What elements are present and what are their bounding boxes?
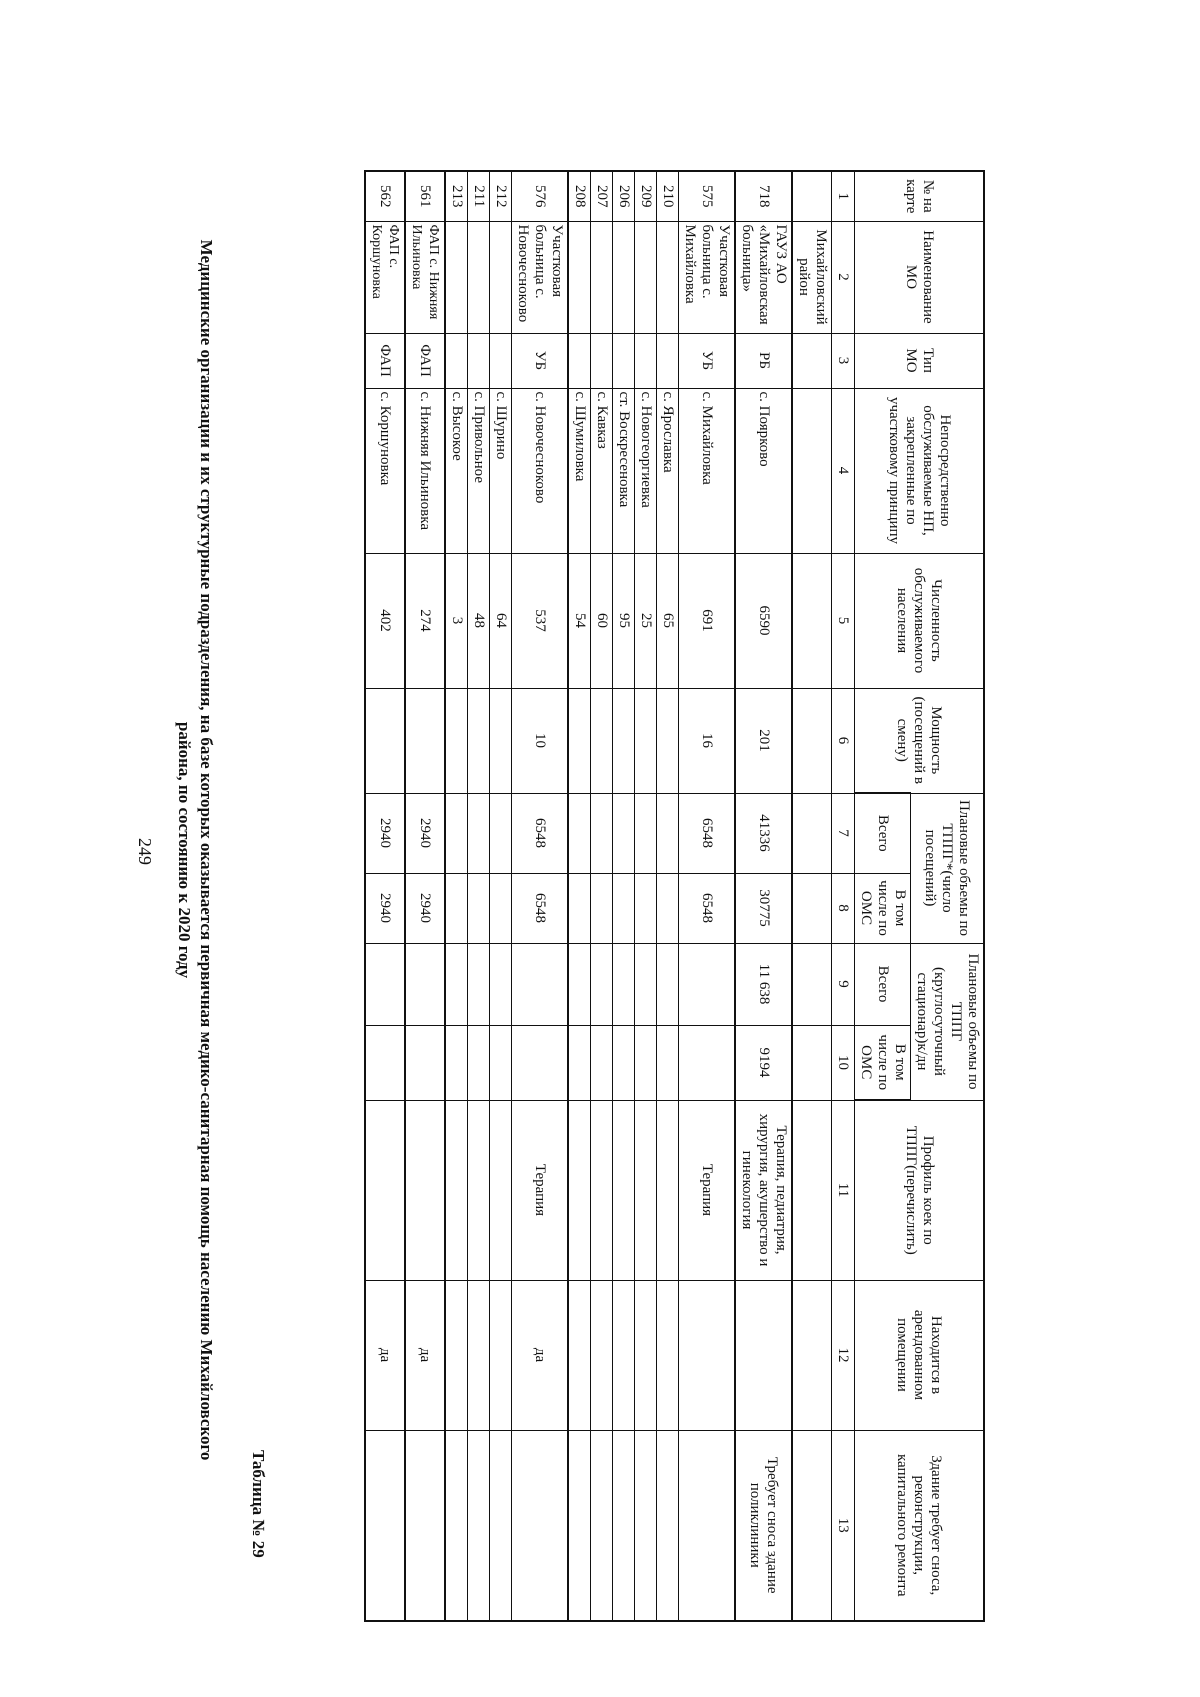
table-row	[792, 171, 832, 1621]
title-line-1: Медицинские организации и их структурные подразделения, на базе которых оказывается первичная медико-санитарная помощь населению Михайловского	[197, 239, 216, 1461]
table-row	[405, 171, 445, 1621]
header-plan-hospital: Плановые объемы по ТППГ (круглосуточный стационар)к/дн	[911, 943, 985, 1100]
rented: да	[512, 1280, 569, 1430]
table-row	[468, 171, 490, 1621]
settlement: с. Михайловка	[679, 388, 736, 553]
population: 64	[490, 553, 512, 688]
table-row	[512, 171, 569, 1621]
org-name: Участковая больница с. Новочесноково	[512, 221, 569, 333]
district-name: Михайловский район	[792, 221, 832, 333]
column-number: 1	[832, 171, 855, 221]
table-row	[735, 171, 792, 1621]
plan-visits-total: 41336	[735, 793, 792, 873]
population: 48	[468, 553, 490, 688]
capacity: 16	[679, 688, 736, 793]
rented	[735, 1280, 792, 1430]
settlement: с. Новогеоргиевка	[635, 388, 657, 553]
population: 537	[512, 553, 569, 688]
org-name: ГАУЗ АО «Михайловская больница»	[735, 221, 792, 333]
population: 95	[613, 553, 635, 688]
plan-hospital-oms: 9194	[735, 1025, 792, 1100]
bed-profile: Терапия	[512, 1100, 569, 1280]
settlement: с. Высокое	[445, 388, 468, 553]
table-row	[635, 171, 657, 1621]
map-number: 206	[613, 171, 635, 221]
org-type: РБ	[735, 333, 792, 388]
map-number: 718	[735, 171, 792, 221]
settlement: с. Новочесноково	[512, 388, 569, 553]
plan-visits-oms: 30775	[735, 873, 792, 943]
table-row	[679, 171, 736, 1621]
map-number: 576	[512, 171, 569, 221]
table-title	[173, 120, 217, 1580]
header-rented: Находится в арендованном помещении	[855, 1280, 985, 1430]
column-number: 9	[832, 943, 855, 1025]
map-number: 575	[679, 171, 736, 221]
org-type: ФАП	[405, 333, 445, 388]
settlement: с. Кавказ	[591, 388, 613, 553]
header-map-number: № на карте	[855, 171, 985, 221]
header-bed-profile: Профиль коек по ТППГ(перечислить)	[855, 1100, 985, 1280]
settlement: с. Шурино	[490, 388, 512, 553]
title-line-2: района, по состоянию к 2020 году	[175, 721, 194, 979]
population: 402	[365, 553, 405, 688]
header-repair: Здание требует сноса, реконструкции, капитального ремонта	[855, 1430, 985, 1621]
header-plan-hospital-total: Всего	[855, 943, 911, 1025]
header-plan-visits: Плановые объемы по ТППГ*(число посещений)	[911, 793, 985, 943]
column-number: 5	[832, 553, 855, 688]
header-population: Численность обслуживаемого населения	[855, 553, 985, 688]
column-number: 12	[832, 1280, 855, 1430]
header-capacity: Мощность (посещений в смену)	[855, 688, 985, 793]
column-number: 7	[832, 793, 855, 873]
table-row	[591, 171, 613, 1621]
rented: да	[405, 1280, 445, 1430]
org-name: ФАП с. Нижняя Ильиновка	[405, 221, 445, 333]
settlement: с. Коршуновка	[365, 388, 405, 553]
plan-hospital-total: 11 638	[735, 943, 792, 1025]
map-number: 208	[568, 171, 591, 221]
org-type: УБ	[679, 333, 736, 388]
map-number: 562	[365, 171, 405, 221]
table-row	[365, 171, 405, 1621]
plan-visits-oms: 6548	[679, 873, 736, 943]
header-settlements: Непосредственно обслуживаемые НП, закрепленные по участковому принципу	[855, 388, 985, 553]
settlement: с. Привольное	[468, 388, 490, 553]
column-number: 11	[832, 1100, 855, 1280]
capacity: 10	[512, 688, 569, 793]
column-number: 3	[832, 333, 855, 388]
table-label: Таблица № 29	[249, 1450, 268, 1558]
plan-visits-total: 6548	[679, 793, 736, 873]
population: 6590	[735, 553, 792, 688]
map-number: 210	[657, 171, 679, 221]
population: 274	[405, 553, 445, 688]
facilities-table	[364, 170, 985, 1622]
map-number: 213	[445, 171, 468, 221]
column-number: 10	[832, 1025, 855, 1100]
population: 54	[568, 553, 591, 688]
header-plan-visits-oms: В том числе по ОМС	[855, 873, 911, 943]
org-name: ФАП с. Коршуновка	[365, 221, 405, 333]
column-number: 6	[832, 688, 855, 793]
repair-note: Требует сноса здание поликлиники	[735, 1430, 792, 1621]
org-type: ФАП	[365, 333, 405, 388]
header-org-type: Тип МО	[855, 333, 985, 388]
settlement: с. Шумиловка	[568, 388, 591, 553]
plan-visits-oms: 2940	[365, 873, 405, 943]
page-number: 249	[135, 838, 155, 865]
map-number: 561	[405, 171, 445, 221]
table-row	[568, 171, 591, 1621]
map-number: 209	[635, 171, 657, 221]
plan-visits-total: 2940	[405, 793, 445, 873]
population: 60	[591, 553, 613, 688]
settlement: с. Нижняя Ильиновка	[405, 388, 445, 553]
capacity: 201	[735, 688, 792, 793]
rented: да	[365, 1280, 405, 1430]
bed-profile: Терапия, педиатрия, хирургия, акушерство и гинекология	[735, 1100, 792, 1280]
header-plan-hospital-oms: В том числе по ОМС	[855, 1025, 911, 1100]
plan-visits-total: 6548	[512, 793, 569, 873]
bed-profile: Терапия	[679, 1100, 736, 1280]
table-row	[445, 171, 468, 1621]
column-number: 8	[832, 873, 855, 943]
table-row	[490, 171, 512, 1621]
column-number: 2	[832, 221, 855, 333]
settlement: ст. Воскресеновка	[613, 388, 635, 553]
map-number: 207	[591, 171, 613, 221]
org-name: Участковая больница с. Михайловка	[679, 221, 736, 333]
org-type: УБ	[512, 333, 569, 388]
population: 25	[635, 553, 657, 688]
column-number: 13	[832, 1430, 855, 1621]
table-row	[613, 171, 635, 1621]
population: 691	[679, 553, 736, 688]
header-plan-visits-total: Всего	[855, 793, 911, 873]
column-number-row	[832, 171, 855, 1621]
population: 3	[445, 553, 468, 688]
plan-visits-oms: 2940	[405, 873, 445, 943]
settlement: с. Ярославка	[657, 388, 679, 553]
column-number: 4	[832, 388, 855, 553]
population: 65	[657, 553, 679, 688]
plan-visits-total: 2940	[365, 793, 405, 873]
plan-visits-oms: 6548	[512, 873, 569, 943]
map-number: 212	[490, 171, 512, 221]
settlement: с. Поярково	[735, 388, 792, 553]
map-number: 211	[468, 171, 490, 221]
header-org-name: Наименование МО	[855, 221, 985, 333]
table-row	[657, 171, 679, 1621]
